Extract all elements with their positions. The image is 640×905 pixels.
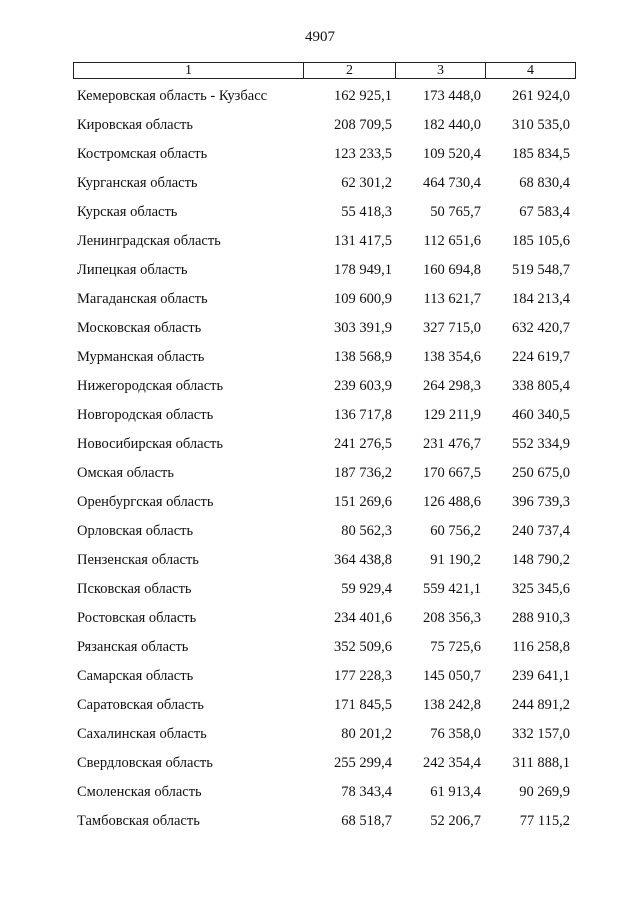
region-name: Новосибирская область xyxy=(77,436,223,452)
table-row xyxy=(0,85,640,114)
table-row xyxy=(0,288,640,317)
value-column-2: 171 845,5 xyxy=(334,697,392,713)
value-column-4: 90 269,9 xyxy=(519,784,570,800)
value-column-2: 177 228,3 xyxy=(334,668,392,684)
value-column-2: 68 518,7 xyxy=(341,813,392,829)
value-column-4: 185 105,6 xyxy=(512,233,570,249)
value-column-2: 136 717,8 xyxy=(334,407,392,423)
region-name: Мурманская область xyxy=(77,349,205,365)
region-name: Самарская область xyxy=(77,668,194,684)
region-name: Ростовская область xyxy=(77,610,197,626)
value-column-4: 261 924,0 xyxy=(512,88,570,104)
value-column-4: 244 891,2 xyxy=(512,697,570,713)
value-column-3: 75 725,6 xyxy=(430,639,481,655)
value-column-4: 148 790,2 xyxy=(512,552,570,568)
value-column-3: 559 421,1 xyxy=(423,581,481,597)
value-column-2: 123 233,5 xyxy=(334,146,392,162)
table-row xyxy=(0,549,640,578)
region-name: Рязанская область xyxy=(77,639,189,655)
table-row xyxy=(0,317,640,346)
region-name: Костромская область xyxy=(77,146,208,162)
value-column-3: 138 242,8 xyxy=(423,697,481,713)
value-column-3: 76 358,0 xyxy=(430,726,481,742)
value-column-4: 332 157,0 xyxy=(512,726,570,742)
value-column-3: 208 356,3 xyxy=(423,610,481,626)
value-column-2: 187 736,2 xyxy=(334,465,392,481)
value-column-2: 131 417,5 xyxy=(334,233,392,249)
table-row xyxy=(0,462,640,491)
table-row xyxy=(0,491,640,520)
column-header-row xyxy=(74,63,576,79)
table-row xyxy=(0,114,640,143)
table-row xyxy=(0,636,640,665)
region-name: Новгородская область xyxy=(77,407,214,423)
value-column-2: 62 301,2 xyxy=(341,175,392,191)
value-column-4: 185 834,5 xyxy=(512,146,570,162)
value-column-2: 78 343,4 xyxy=(341,784,392,800)
table-row xyxy=(0,723,640,752)
table-row xyxy=(0,752,640,781)
value-column-2: 352 509,6 xyxy=(334,639,392,655)
value-column-4: 552 334,9 xyxy=(512,436,570,452)
table-row xyxy=(0,578,640,607)
value-column-2: 109 600,9 xyxy=(334,291,392,307)
value-column-4: 184 213,4 xyxy=(512,291,570,307)
page-number: 4907 xyxy=(305,29,335,45)
table-row xyxy=(0,230,640,259)
value-column-4: 240 737,4 xyxy=(512,523,570,539)
table-row xyxy=(0,607,640,636)
value-column-4: 239 641,1 xyxy=(512,668,570,684)
value-column-4: 311 888,1 xyxy=(512,755,570,771)
region-name: Омская область xyxy=(77,465,174,481)
value-column-3: 242 354,4 xyxy=(423,755,481,771)
value-column-3: 464 730,4 xyxy=(423,175,481,191)
value-column-2: 234 401,6 xyxy=(334,610,392,626)
value-column-4: 288 910,3 xyxy=(512,610,570,626)
value-column-3: 52 206,7 xyxy=(430,813,481,829)
column-header-2: 2 xyxy=(304,63,396,79)
value-column-4: 632 420,7 xyxy=(512,320,570,336)
region-name: Кировская область xyxy=(77,117,194,133)
value-column-2: 241 276,5 xyxy=(334,436,392,452)
value-column-2: 138 568,9 xyxy=(334,349,392,365)
value-column-4: 325 345,6 xyxy=(512,581,570,597)
table-row xyxy=(0,694,640,723)
region-name: Оренбургская область xyxy=(77,494,214,510)
region-name: Пензенская область xyxy=(77,552,199,568)
value-column-3: 145 050,7 xyxy=(423,668,481,684)
value-column-2: 239 603,9 xyxy=(334,378,392,394)
table-row xyxy=(0,810,640,839)
table-row xyxy=(0,346,640,375)
region-name: Ленинградская область xyxy=(77,233,221,249)
value-column-4: 68 830,4 xyxy=(519,175,570,191)
value-column-3: 182 440,0 xyxy=(423,117,481,133)
value-column-4: 310 535,0 xyxy=(512,117,570,133)
region-name: Липецкая область xyxy=(77,262,188,278)
column-header-4: 4 xyxy=(486,63,576,79)
table-body xyxy=(0,85,640,839)
value-column-2: 80 562,3 xyxy=(341,523,392,539)
value-column-2: 255 299,4 xyxy=(334,755,392,771)
region-name: Псковская область xyxy=(77,581,192,597)
table-row xyxy=(0,404,640,433)
region-name: Нижегородская область xyxy=(77,378,224,394)
value-column-2: 208 709,5 xyxy=(334,117,392,133)
region-name: Свердловская область xyxy=(77,755,213,771)
region-name: Сахалинская область xyxy=(77,726,207,742)
value-column-2: 55 418,3 xyxy=(341,204,392,220)
value-column-2: 303 391,9 xyxy=(334,320,392,336)
region-name: Кемеровская область - Кузбасс xyxy=(77,88,268,104)
value-column-2: 162 925,1 xyxy=(334,88,392,104)
value-column-3: 109 520,4 xyxy=(423,146,481,162)
table-row xyxy=(0,201,640,230)
region-name: Саратовская область xyxy=(77,697,204,713)
value-column-4: 224 619,7 xyxy=(512,349,570,365)
value-column-3: 264 298,3 xyxy=(423,378,481,394)
column-header-table xyxy=(73,62,576,79)
value-column-3: 327 715,0 xyxy=(423,320,481,336)
column-header-1: 1 xyxy=(74,63,304,79)
value-column-4: 396 739,3 xyxy=(512,494,570,510)
value-column-3: 231 476,7 xyxy=(423,436,481,452)
value-column-4: 250 675,0 xyxy=(512,465,570,481)
value-column-2: 151 269,6 xyxy=(334,494,392,510)
table-row xyxy=(0,520,640,549)
value-column-3: 138 354,6 xyxy=(423,349,481,365)
table-row xyxy=(0,781,640,810)
column-header-3: 3 xyxy=(396,63,486,79)
value-column-3: 50 765,7 xyxy=(430,204,481,220)
region-name: Тамбовская область xyxy=(77,813,200,829)
value-column-2: 80 201,2 xyxy=(341,726,392,742)
table-row xyxy=(0,143,640,172)
value-column-3: 126 488,6 xyxy=(423,494,481,510)
region-name: Орловская область xyxy=(77,523,194,539)
value-column-3: 129 211,9 xyxy=(423,407,481,423)
value-column-2: 59 929,4 xyxy=(341,581,392,597)
value-column-4: 519 548,7 xyxy=(512,262,570,278)
region-name: Магаданская область xyxy=(77,291,208,307)
value-column-3: 91 190,2 xyxy=(430,552,481,568)
region-name: Курская область xyxy=(77,204,178,220)
region-name: Московская область xyxy=(77,320,202,336)
table-row xyxy=(0,375,640,404)
value-column-3: 60 756,2 xyxy=(430,523,481,539)
value-column-3: 160 694,8 xyxy=(423,262,481,278)
value-column-3: 173 448,0 xyxy=(423,88,481,104)
table-row xyxy=(0,172,640,201)
value-column-3: 112 651,6 xyxy=(423,233,481,249)
table-row xyxy=(0,665,640,694)
region-name: Курганская область xyxy=(77,175,198,191)
table-row xyxy=(0,433,640,462)
value-column-4: 460 340,5 xyxy=(512,407,570,423)
value-column-3: 170 667,5 xyxy=(423,465,481,481)
value-column-4: 338 805,4 xyxy=(512,378,570,394)
value-column-4: 116 258,8 xyxy=(512,639,570,655)
table-row xyxy=(0,259,640,288)
value-column-4: 77 115,2 xyxy=(519,813,570,829)
value-column-4: 67 583,4 xyxy=(519,204,570,220)
value-column-2: 364 438,8 xyxy=(334,552,392,568)
value-column-3: 113 621,7 xyxy=(423,291,481,307)
value-column-2: 178 949,1 xyxy=(334,262,392,278)
value-column-3: 61 913,4 xyxy=(430,784,481,800)
region-name: Смоленская область xyxy=(77,784,202,800)
